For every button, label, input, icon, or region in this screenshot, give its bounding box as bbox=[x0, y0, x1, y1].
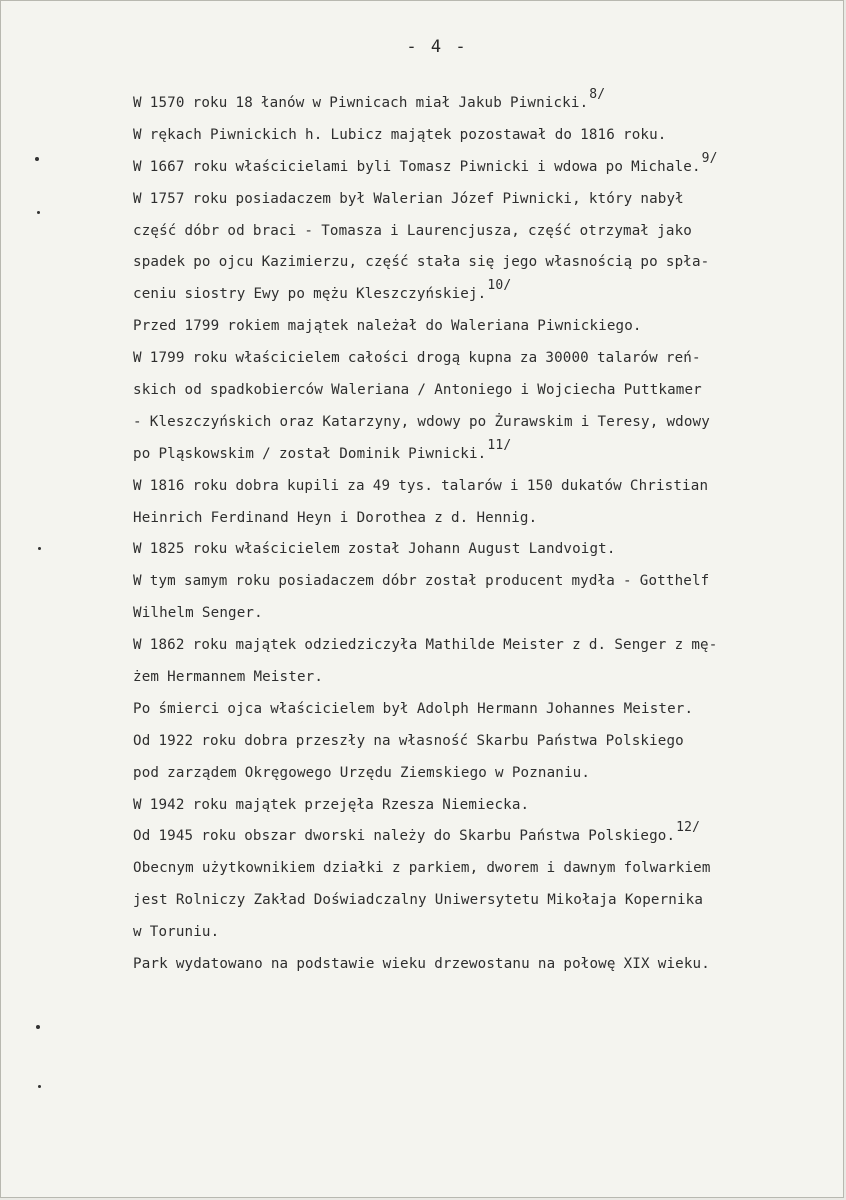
text-line bbox=[133, 279, 838, 311]
footnote-marker: 9/ bbox=[701, 150, 718, 166]
line-text: ceniu siostry Ewy po mężu Kleszczyńskiej. bbox=[133, 286, 487, 303]
line-text: W rękach Piwnickich h. Lubicz majątek pozostawał do 1816 roku. bbox=[133, 126, 667, 143]
line-text: jest Rolniczy Zakład Doświadczalny Uniwersytetu Mikołaja Kopernika bbox=[133, 892, 704, 909]
text-line bbox=[133, 694, 838, 726]
text-line bbox=[133, 917, 838, 949]
line-text: spadek po ojcu Kazimierzu, część stała się jego własnością po spła- bbox=[133, 254, 710, 271]
line-text: Po śmierci ojca właścicielem był Adolph Hermann Johannes Meister. bbox=[133, 700, 694, 717]
text-line bbox=[133, 88, 838, 120]
line-text: Obecnym użytkownikiem działki z parkiem, dworem i dawnym folwarkiem bbox=[133, 860, 711, 877]
text-line bbox=[133, 853, 838, 885]
line-text: W 1570 roku 18 łanów w Piwnicach miał Jakub Piwnicki. bbox=[133, 95, 589, 111]
line-text: część dóbr od braci - Tomasza i Laurencjusza, część otrzymał jako bbox=[133, 222, 692, 239]
line-text: Przed 1799 rokiem majątek należał do Waleriana Piwnickiego. bbox=[133, 318, 642, 335]
text-line bbox=[133, 152, 838, 184]
line-text: W 1667 roku właścicielami byli Tomasz Piwnicki i wdowa po Michale. bbox=[133, 158, 701, 175]
margin-dot bbox=[36, 1025, 40, 1029]
text-line bbox=[133, 184, 838, 216]
line-text: Od 1945 roku obszar dworski należy do Skarbu Państwa Polskiego. bbox=[133, 828, 676, 845]
line-text: Wilhelm Senger. bbox=[133, 605, 263, 622]
line-text: W 1862 roku majątek odziedziczyła Mathilde Meister z d. Senger z mę- bbox=[133, 637, 718, 654]
line-text: - Kleszczyńskich oraz Katarzyny, wdowy po Żurawskim i Teresy, wdowy bbox=[133, 413, 710, 430]
line-text: W 1757 roku posiadaczem był Walerian Józef Piwnicki, który nabył bbox=[133, 190, 684, 207]
line-text: Od 1922 roku dobra przeszły na własność Skarbu Państwa Polskiego bbox=[133, 732, 684, 749]
line-text: Heinrich Ferdinand Heyn i Dorothea z d. Hennig. bbox=[133, 509, 538, 526]
text-line bbox=[133, 630, 838, 662]
line-text: W 1799 roku właścicielem całości drogą kupna za 30000 talarów reń- bbox=[133, 350, 701, 367]
line-text: Park wydatowano na podstawie wieku drzewostanu na połowę XIX wieku. bbox=[133, 956, 710, 973]
text-line bbox=[133, 726, 838, 758]
text-line bbox=[133, 566, 838, 598]
text-line bbox=[133, 949, 838, 981]
margin-dot bbox=[35, 157, 39, 161]
text-line bbox=[133, 216, 838, 248]
line-text: W 1825 roku właścicielem został Johann August Landvoigt. bbox=[133, 541, 616, 558]
line-text: żem Hermannem Meister. bbox=[133, 669, 324, 686]
line-text: po Pląskowskim / został Dominik Piwnicki. bbox=[133, 445, 487, 462]
footnote-marker: 10/ bbox=[487, 278, 512, 294]
text-line bbox=[133, 534, 838, 566]
margin-dot bbox=[38, 547, 41, 550]
text-line bbox=[133, 439, 838, 471]
text-line bbox=[133, 598, 838, 630]
text-line bbox=[133, 311, 838, 343]
margin-dot bbox=[37, 211, 40, 214]
text-line bbox=[133, 790, 838, 822]
body-text bbox=[133, 88, 838, 981]
footnote-marker: 8/ bbox=[589, 87, 606, 102]
text-line bbox=[133, 375, 838, 407]
line-text: skich od spadkobierców Waleriana / Antoniego i Wojciecha Puttkamer bbox=[133, 382, 702, 399]
text-line bbox=[133, 758, 838, 790]
margin-dot bbox=[38, 1085, 41, 1088]
footnote-marker: 11/ bbox=[487, 437, 512, 453]
text-line bbox=[133, 821, 838, 853]
line-text: W 1816 roku dobra kupili za 49 tys. talarów i 150 dukatów Christian bbox=[133, 477, 709, 494]
text-line bbox=[133, 407, 838, 439]
text-line bbox=[133, 343, 838, 375]
line-text: w Toruniu. bbox=[133, 924, 220, 941]
line-text: W tym samym roku posiadaczem dóbr został producent mydła - Gotthelf bbox=[133, 573, 710, 590]
text-line bbox=[133, 247, 838, 279]
text-line bbox=[133, 120, 838, 152]
footnote-marker: 12/ bbox=[676, 820, 701, 836]
text-line bbox=[133, 471, 838, 503]
line-text: W 1942 roku majątek przejęła Rzesza Niemiecka. bbox=[133, 796, 530, 813]
text-line bbox=[133, 885, 838, 917]
page-number: - 4 - bbox=[406, 37, 468, 57]
text-line bbox=[133, 503, 838, 535]
line-text: pod zarządem Okręgowego Urzędu Ziemskiego w Poznaniu. bbox=[133, 764, 591, 781]
text-line bbox=[133, 662, 838, 694]
